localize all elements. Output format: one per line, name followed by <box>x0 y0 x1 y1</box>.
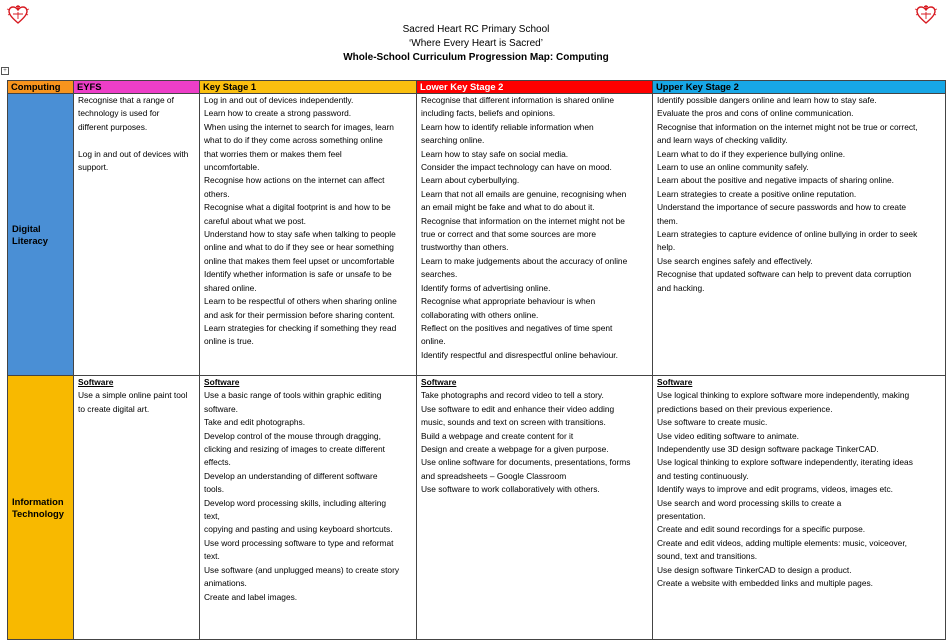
text-line: Use a basic range of tools within graphic editing <box>204 390 382 401</box>
text-line: Learn to make judgements about the accuracy of online <box>421 255 628 266</box>
text-line: Learn how to stay safe on social media. <box>421 148 569 159</box>
header-upper-key-stage-2: Upper Key Stage 2 <box>653 81 946 94</box>
text-line: different purposes. <box>78 121 148 132</box>
text-line: searches. <box>421 269 458 280</box>
cell-key-stage-1[interactable] <box>200 94 417 376</box>
text-line: Recognise that different information is shared online <box>421 95 615 105</box>
cell-eyfs[interactable] <box>74 376 200 640</box>
header-lower-key-stage-2: Lower Key Stage 2 <box>417 81 653 94</box>
row-label-information-technology <box>8 376 74 640</box>
row-label-digital-literacy <box>8 94 74 376</box>
text-line: technology is used for <box>78 108 160 119</box>
text-line: Understand how to stay safe when talking to people <box>204 229 396 240</box>
text-line: Identify whether information is safe or unsafe to be <box>204 269 392 280</box>
text-line: Use search engines safely and effectively. <box>657 255 813 266</box>
text-line: Use word processing software to type and reformat <box>204 537 394 548</box>
cell-upper-key-stage-2[interactable] <box>653 376 946 640</box>
text-line: them. <box>657 215 678 226</box>
text-line: Use video editing software to animate. <box>657 430 799 441</box>
text-line: Recognise what a digital footprint is and how to be <box>204 202 391 213</box>
text-line: help. <box>657 242 676 253</box>
text-line: Learn what to do if they experience bullying online. <box>657 148 846 159</box>
table-move-handle-icon[interactable]: + <box>1 67 9 75</box>
text-line: Learn how to identify reliable information when <box>421 121 594 132</box>
text-line: Use logical thinking to explore software independently, iterating ideas <box>657 457 913 468</box>
text-line: text. <box>204 551 220 562</box>
text-line: Design and create a webpage for a given purpose. <box>421 444 609 455</box>
text-line: Learn to use an online community safely. <box>657 162 809 173</box>
text-line: true or correct and that some sources are more <box>421 229 597 240</box>
text-line: clicking and resizing of images to create different <box>204 444 385 455</box>
text-line: and hacking. <box>657 282 705 293</box>
text-line: presentation. <box>657 511 706 522</box>
text-line: Learn about the positive and negative impacts of sharing online. <box>657 175 894 186</box>
text-line: tools. <box>204 484 225 495</box>
text-line: uncomfortable. <box>204 162 260 173</box>
text-line: Create and label images. <box>204 591 298 602</box>
text-line: Learn strategies to create a positive online reputation. <box>657 188 857 199</box>
text-line: Understand the importance of secure passwords and how to create <box>657 202 907 213</box>
cell-lower-key-stage-2[interactable] <box>417 94 653 376</box>
text-line: Recognise that updated software can help to prevent data corruption <box>657 269 912 280</box>
text-line: Log in and out of devices independently. <box>204 95 354 105</box>
text-line: Create a website with embedded links and multiple pages. <box>657 578 874 589</box>
section-subheading: Software <box>421 377 457 387</box>
text-line: Take and edit photographs. <box>204 417 306 428</box>
text-line: animations. <box>204 578 247 589</box>
text-line: Build a webpage and create content for it <box>421 430 574 441</box>
text-line: Learn that not all emails are genuine, recognising when <box>421 188 627 199</box>
text-line: others. <box>204 188 230 199</box>
text-line: Identify forms of advertising online. <box>421 282 551 293</box>
school-motto: ‘Where Every Heart is Sacred’ <box>409 38 543 49</box>
text-line: and learn ways of checking validity. <box>657 135 788 146</box>
text-line: Use software to edit and enhance their video adding <box>421 403 615 414</box>
text-line: software. <box>204 403 238 414</box>
document-title: Whole-School Curriculum Progression Map: Computing <box>343 52 609 63</box>
table-row-digital-literacy <box>8 94 946 376</box>
text-line: Log in and out of devices with <box>78 148 189 159</box>
text-line: Create and edit videos, adding multiple elements: music, voiceover, <box>657 537 907 548</box>
text-line: online and what to do if they see or hear something <box>204 242 394 253</box>
text-line: shared online. <box>204 282 257 293</box>
text-line: careful about what we post. <box>204 215 306 226</box>
text-line: When using the internet to search for images, learn <box>204 121 394 132</box>
text-line: trustworthy than others. <box>421 242 509 253</box>
text-line: Use search and word processing skills to create a <box>657 497 842 508</box>
text-line: predictions based on their previous experience. <box>657 403 833 414</box>
text-line: Use a simple online paint tool <box>78 390 188 401</box>
text-line: Use software (and unplugged means) to create story <box>204 564 400 575</box>
section-subheading: Software <box>78 377 114 387</box>
text-line: Learn strategies for checking if something they read <box>204 322 397 333</box>
text-line: Identify respectful and disrespectful online behaviour. <box>421 349 618 360</box>
cell-upper-key-stage-2[interactable] <box>653 94 946 376</box>
table-row-information-technology <box>8 376 946 640</box>
text-line: Learn to be respectful of others when sharing online <box>204 296 397 307</box>
text-line: Create and edit sound recordings for a specific purpose. <box>657 524 866 535</box>
text-line: and testing continuously. <box>657 470 749 481</box>
text-line: searching online. <box>421 135 485 146</box>
text-line: Use design software TinkerCAD to design a product. <box>657 564 852 575</box>
text-line: copying and pasting and using keyboard shortcuts. <box>204 524 393 535</box>
text-line: Identify possible dangers online and learn how to stay safe. <box>657 95 877 105</box>
table-header-row <box>8 81 946 94</box>
text-line: to create digital art. <box>78 403 150 414</box>
text-line: an email might be fake and what to do about it. <box>421 202 595 213</box>
school-name: Sacred Heart RC Primary School <box>402 24 550 35</box>
row-label-line: Technology <box>12 507 64 519</box>
header-computing: Computing <box>8 81 74 94</box>
text-line: Develop an understanding of different software <box>204 470 378 481</box>
text-line: and spreadsheets – Google Classroom <box>421 470 567 481</box>
text-line: effects. <box>204 457 231 468</box>
cell-lower-key-stage-2[interactable] <box>417 376 653 640</box>
text-line: music, sounds and text on screen with transitions. <box>421 417 606 428</box>
text-line: Recognise how actions on the internet can affect <box>204 175 385 186</box>
text-line: that worries them or makes them feel <box>204 148 342 159</box>
text-line: Recognise that a range of <box>78 95 174 105</box>
text-line: Recognise that information on the internet might not be <box>421 215 625 226</box>
row-label-line: Information <box>12 495 64 507</box>
text-line: including facts, beliefs and opinions. <box>421 108 556 119</box>
text-line: Use logical thinking to explore software more independently, making <box>657 390 910 401</box>
text-line: text, <box>204 511 220 522</box>
text-line: online. <box>421 336 446 347</box>
text-line: Independently use 3D design software package TinkerCAD. <box>657 444 879 455</box>
text-line: Learn about cyberbullying. <box>421 175 520 186</box>
text-line: Identify ways to improve and edit programs, videos, images etc. <box>657 484 894 495</box>
text-line: Evaluate the pros and cons of online communication. <box>657 108 854 119</box>
text-line: Reflect on the positives and negatives of time spent <box>421 322 613 333</box>
text-line: Develop word processing skills, including altering <box>204 497 387 508</box>
header-eyfs: EYFS <box>74 81 200 94</box>
row-label-line: Digital <box>12 222 41 234</box>
blank-line <box>78 134 197 147</box>
text-line: Use software to work collaboratively with others. <box>421 484 600 495</box>
text-line: support. <box>78 162 109 173</box>
document-header <box>0 23 952 65</box>
text-line: Learn how to create a strong password. <box>204 108 352 119</box>
text-line: Learn strategies to capture evidence of online bullying in order to seek <box>657 229 918 240</box>
section-subheading: Software <box>204 377 240 387</box>
text-line: Develop control of the mouse through dragging, <box>204 430 381 441</box>
cell-key-stage-1[interactable] <box>200 376 417 640</box>
section-subheading: Software <box>657 377 693 387</box>
text-line: Take photographs and record video to tell a story. <box>421 390 604 401</box>
text-line: online is true. <box>204 336 254 347</box>
text-line: Use online software for documents, presentations, forms <box>421 457 631 468</box>
text-line: Consider the impact technology can have on mood. <box>421 162 612 173</box>
text-line: Recognise that information on the internet might not be true or correct, <box>657 121 918 132</box>
text-line: what to do if they come across something online <box>204 135 383 146</box>
header-key-stage-1: Key Stage 1 <box>200 81 417 94</box>
text-line: online that makes them feel upset or uncomfortable <box>204 255 395 266</box>
row-label-line: Literacy <box>12 234 48 246</box>
text-line: and ask for their permission before sharing content. <box>204 309 395 320</box>
text-line: collaborating with others online. <box>421 309 539 320</box>
cell-eyfs[interactable] <box>74 94 200 376</box>
text-line: sound, text and transitions. <box>657 551 758 562</box>
text-line: Use software to create music. <box>657 417 768 428</box>
text-line: Recognise what appropriate behaviour is when <box>421 296 596 307</box>
progression-table <box>7 80 946 640</box>
